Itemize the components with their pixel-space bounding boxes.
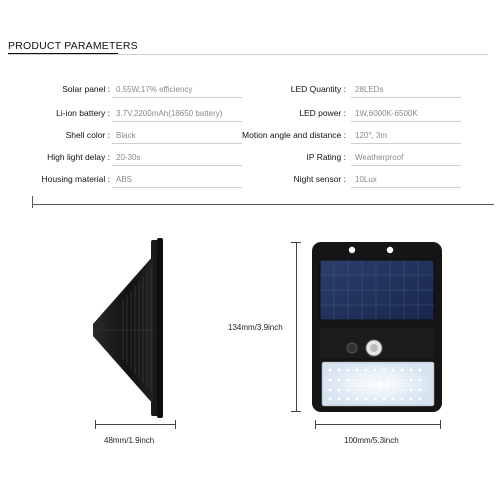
front-width-tick-left <box>315 420 316 429</box>
height-line <box>296 242 297 412</box>
param-value: 1W,6000K-6500K <box>355 109 418 118</box>
side-width-tick-right <box>175 420 176 429</box>
side-width-tick-left <box>95 420 96 429</box>
front-width-label: 100mm/5.3inch <box>344 436 399 445</box>
mount-hole-right <box>387 247 393 253</box>
param-value: 10Lux <box>355 175 377 184</box>
side-width-line <box>95 424 175 425</box>
param-value: 28LEDs <box>355 85 384 94</box>
height-tick-top <box>291 242 301 243</box>
param-underline <box>112 121 242 122</box>
height-tick-bottom <box>291 411 301 412</box>
param-underline <box>351 187 461 188</box>
param-label: Shell color : <box>65 130 110 140</box>
header-divider <box>8 54 488 55</box>
param-label: Motion angle and distance : <box>242 130 346 140</box>
param-label: High light delay : <box>47 152 110 162</box>
param-underline <box>351 165 461 166</box>
front-width-tick-right <box>440 420 441 429</box>
light-sensor <box>347 343 357 353</box>
param-label: Solar panel : <box>62 84 110 94</box>
param-label: Li-ion battery : <box>56 108 110 118</box>
param-value: ABS <box>116 175 133 184</box>
side-back-lip <box>157 238 163 418</box>
param-value: 3.7V,2200mAh(18650 battery) <box>116 109 223 118</box>
param-label: LED power : <box>299 108 346 118</box>
param-underline <box>351 97 461 98</box>
mount-hole-left <box>349 247 355 253</box>
param-value: 0.55W,17% efficiency <box>116 85 193 94</box>
param-value: Black <box>116 131 136 140</box>
param-value: 120°, 3m <box>355 131 388 140</box>
param-underline <box>112 97 242 98</box>
lamp-front-view <box>308 236 450 416</box>
page-title: PRODUCT PARAMETERS <box>8 40 138 52</box>
front-width-line <box>315 424 440 425</box>
side-width-label: 48mm/1.9inch <box>104 436 155 445</box>
param-value: Weatherproof <box>355 153 404 162</box>
param-underline <box>112 165 242 166</box>
param-underline <box>112 187 242 188</box>
param-label: Night sensor : <box>293 174 346 184</box>
params-bottom-tick <box>32 196 33 208</box>
param-underline <box>112 143 242 144</box>
param-underline <box>351 143 461 144</box>
param-label: IP Rating : <box>306 152 346 162</box>
param-label: Housing material : <box>41 174 110 184</box>
param-value: 20-30s <box>116 153 141 162</box>
param-label: LED Quantity : <box>290 84 346 94</box>
params-bottom-divider <box>32 204 494 205</box>
lamp-side-view <box>85 238 175 418</box>
param-underline <box>351 121 461 122</box>
height-label: 134mm/3.9inch <box>228 323 283 332</box>
